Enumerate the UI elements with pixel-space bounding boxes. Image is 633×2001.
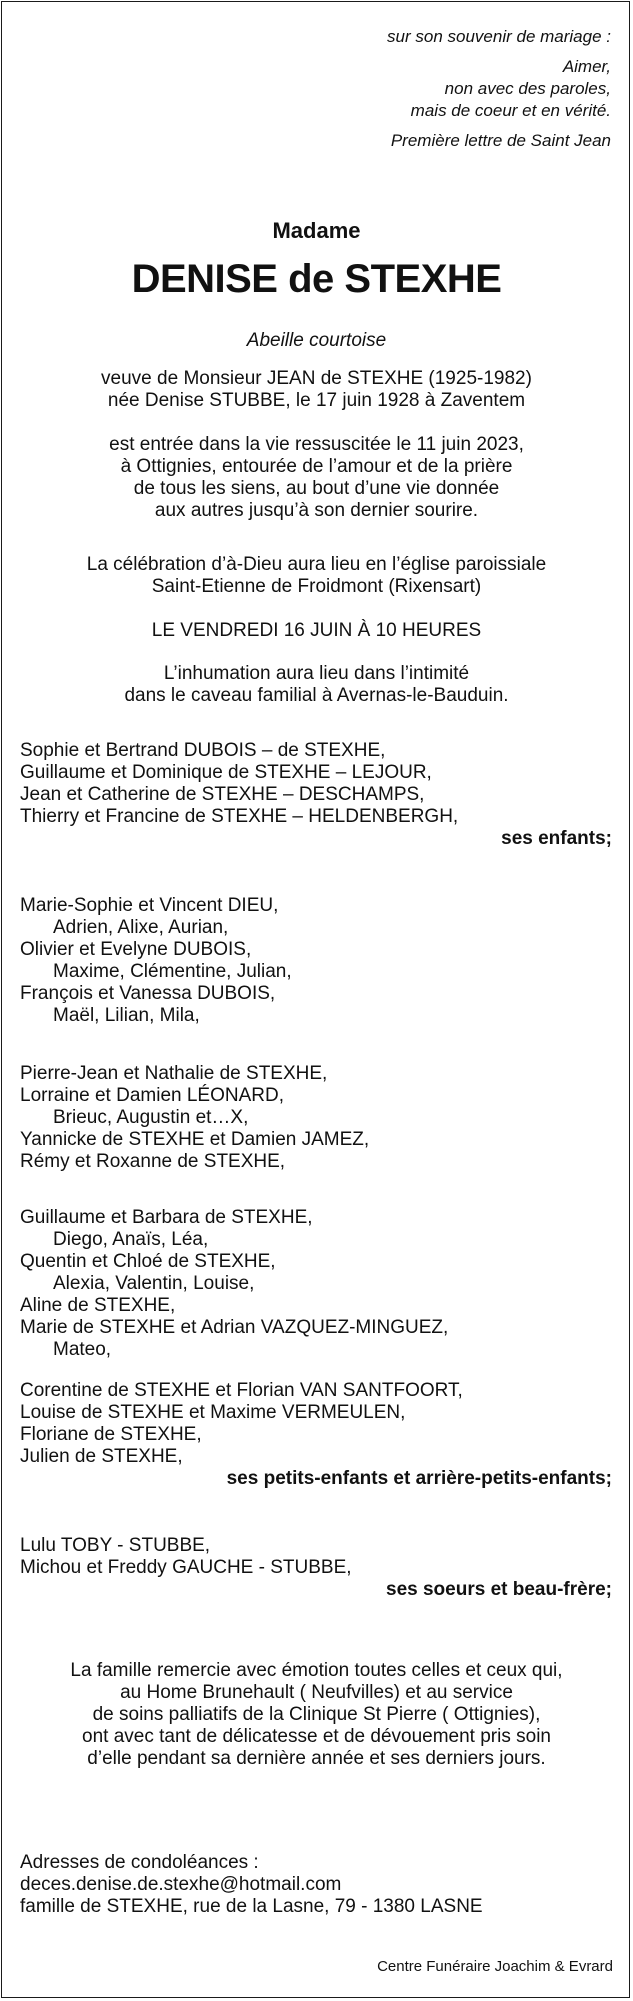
family-line: Maxime, Clémentine, Julian,	[53, 961, 292, 982]
family-line: Lorraine et Damien LÉONARD,	[20, 1085, 284, 1106]
grandchildren-group	[20, 1380, 612, 1490]
siblings-role: ses soeurs et beau-frère;	[386, 1579, 612, 1600]
funeral-home-credit: Centre Funéraire Joachim & Evrard	[377, 1958, 613, 1975]
condolences-address: famille de STEXHE, rue de la Lasne, 79 - 1380 LASNE	[20, 1896, 483, 1917]
epigraph	[387, 26, 611, 152]
family-line: Rémy et Roxanne de STEXHE,	[20, 1151, 286, 1172]
family-line: Lulu TOBY - STUBBE,	[20, 1535, 211, 1556]
bio-line: de tous les siens, au bout d’une vie donnée	[133, 478, 500, 499]
family-line: Aline de STEXHE,	[20, 1295, 176, 1316]
burial-info	[0, 663, 633, 707]
family-line: Diego, Anaïs, Léa,	[53, 1229, 209, 1250]
family-line: Guillaume et Dominique de STEXHE – LEJOUR,	[20, 762, 432, 783]
children-role: ses enfants;	[501, 828, 612, 849]
thanks-line: ont avec tant de délicatesse et de dévouement pris soin	[82, 1726, 551, 1747]
family-line: Olivier et Evelyne DUBOIS,	[20, 939, 252, 960]
bio-line: Saint-Etienne de Froidmont (Rixensart)	[151, 576, 482, 597]
bio-line: LE VENDREDI 16 JUIN À 10 HEURES	[151, 620, 482, 641]
condolences-heading: Adresses de condoléances :	[20, 1852, 259, 1873]
family-line: Sophie et Bertrand DUBOIS – de STEXHE,	[20, 740, 386, 761]
family-line: Yannicke de STEXHE et Damien JAMEZ,	[20, 1129, 370, 1150]
family-line: Thierry et Francine de STEXHE – HELDENBERGH,	[20, 806, 459, 827]
bio-line: née Denise STUBBE, le 17 juin 1928 à Zaventem	[107, 390, 526, 411]
condolences-email: deces.denise.de.stexhe@hotmail.com	[20, 1874, 342, 1895]
family-line: Pierre-Jean et Nathalie de STEXHE,	[20, 1063, 328, 1084]
epithet: Abeille courtoise	[246, 330, 387, 351]
family-line: Corentine de STEXHE et Florian VAN SANTFOORT,	[20, 1380, 463, 1401]
biography-death	[0, 434, 633, 522]
bio-line: L’inhumation aura lieu dans l’intimité	[163, 663, 470, 684]
family-line: Mateo,	[53, 1339, 112, 1360]
epigraph-source: Première lettre de Saint Jean	[390, 131, 611, 150]
epigraph-intro: sur son souvenir de mariage :	[387, 27, 611, 46]
thanks-line: La famille remercie avec émotion toutes celles et ceux qui,	[70, 1660, 563, 1681]
family-line: Marie de STEXHE et Adrian VAZQUEZ-MINGUEZ,	[20, 1317, 449, 1338]
epigraph-verse-line: Aimer,	[562, 57, 611, 76]
epigraph-verse-line: mais de coeur et en vérité.	[410, 101, 611, 120]
ceremony-info	[0, 554, 633, 598]
bio-line: La célébration d’à-Dieu aura lieu en l’église paroissiale	[86, 554, 547, 575]
family-line: Alexia, Valentin, Louise,	[53, 1273, 255, 1294]
siblings-list	[20, 1535, 612, 1601]
family-line: Maël, Lilian, Mila,	[53, 1005, 200, 1026]
grandchildren-group	[20, 1063, 612, 1173]
family-line: Quentin et Chloé de STEXHE,	[20, 1251, 276, 1272]
family-line: Adrien, Alixe, Aurian,	[53, 917, 229, 938]
family-line: Guillaume et Barbara de STEXHE,	[20, 1207, 313, 1228]
bio-line: dans le caveau familial à Avernas-le-Bauduin.	[124, 685, 509, 706]
thanks-paragraph	[0, 1660, 633, 1770]
bio-line: à Ottignies, entourée de l’amour et de la prière	[120, 456, 513, 477]
condolences-block	[20, 1852, 612, 1918]
thanks-line: d’elle pendant sa dernière année et ses derniers jours.	[87, 1748, 546, 1769]
family-line: Michou et Freddy GAUCHE - STUBBE,	[20, 1557, 352, 1578]
family-line: Floriane de STEXHE,	[20, 1424, 202, 1445]
grandchildren-role: ses petits-enfants et arrière-petits-enfants;	[226, 1468, 612, 1489]
biography-widowhood	[0, 368, 633, 412]
family-line: Louise de STEXHE et Maxime VERMEULEN,	[20, 1402, 406, 1423]
ceremony-date	[0, 620, 633, 642]
bio-line: veuve de Monsieur JEAN de STEXHE (1925-1982)	[101, 368, 532, 389]
family-line: Marie-Sophie et Vincent DIEU,	[20, 895, 279, 916]
epigraph-verse-line: non avec des paroles,	[444, 79, 611, 98]
family-line: Julien de STEXHE,	[20, 1446, 183, 1467]
grandchildren-group	[20, 1207, 612, 1361]
thanks-line: de soins palliatifs de la Clinique St Pierre ( Ottignies),	[92, 1704, 541, 1725]
grandchildren-group	[20, 895, 612, 1027]
bio-line: aux autres jusqu’à son dernier sourire.	[154, 500, 479, 521]
children-list	[20, 740, 612, 850]
deceased-name: DENISE de STEXHE	[131, 257, 502, 301]
bio-line: est entrée dans la vie ressuscitée le 11 juin 2023,	[109, 434, 524, 455]
family-line: Jean et Catherine de STEXHE – DESCHAMPS,	[20, 784, 425, 805]
family-line: François et Vanessa DUBOIS,	[20, 983, 276, 1004]
thanks-line: au Home Brunehault ( Neufvilles) et au service	[120, 1682, 513, 1703]
honorific: Madame	[272, 218, 361, 243]
family-line: Brieuc, Augustin et…X,	[53, 1107, 249, 1128]
